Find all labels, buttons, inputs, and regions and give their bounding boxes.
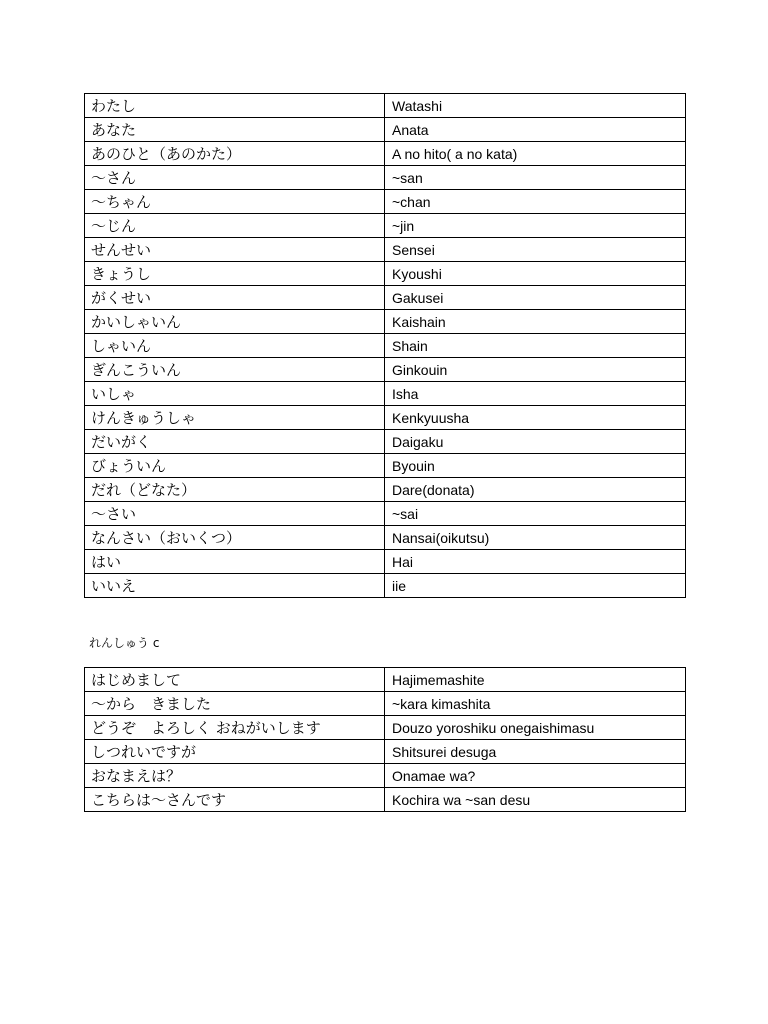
table-row (85, 310, 686, 334)
romaji-cell: Hajimemashite (385, 668, 686, 692)
romaji-cell: Kochira wa ~san desu (385, 788, 686, 812)
romaji-cell: Nansai(oikutsu) (385, 526, 686, 550)
romaji-cell: Kenkyuusha (385, 406, 686, 430)
japanese-cell: ～さん (85, 166, 385, 190)
romaji-cell: ~jin (385, 214, 686, 238)
japanese-cell: いしゃ (85, 382, 385, 406)
practice-c-table (84, 667, 686, 812)
romaji-cell: Daigaku (385, 430, 686, 454)
table-row (85, 574, 686, 598)
japanese-cell: だいがく (85, 430, 385, 454)
table-row (85, 382, 686, 406)
romaji-cell: Sensei (385, 238, 686, 262)
romaji-cell: Douzo yoroshiku onegaishimasu (385, 716, 686, 740)
japanese-cell: だれ（どなた） (85, 478, 385, 502)
table-row (85, 788, 686, 812)
romaji-cell: Kaishain (385, 310, 686, 334)
japanese-cell: がくせい (85, 286, 385, 310)
table-row (85, 430, 686, 454)
romaji-cell: Hai (385, 550, 686, 574)
romaji-cell: iie (385, 574, 686, 598)
table-row (85, 478, 686, 502)
romaji-cell: Shitsurei desuga (385, 740, 686, 764)
vocabulary-table (84, 93, 686, 598)
japanese-cell: おなまえは？ (85, 764, 385, 788)
romaji-cell: Anata (385, 118, 686, 142)
table-row (85, 214, 686, 238)
table-row (85, 358, 686, 382)
table-row (85, 118, 686, 142)
romaji-cell: Kyoushi (385, 262, 686, 286)
romaji-cell: Isha (385, 382, 686, 406)
japanese-cell: あのひと（あのかた） (85, 142, 385, 166)
table-row (85, 334, 686, 358)
practice-c-heading: れんしゅう c (89, 636, 160, 650)
romaji-cell: Ginkouin (385, 358, 686, 382)
japanese-cell: なんさい（おいくつ） (85, 526, 385, 550)
romaji-cell: ~chan (385, 190, 686, 214)
table-row (85, 668, 686, 692)
table-row (85, 454, 686, 478)
romaji-cell: Byouin (385, 454, 686, 478)
japanese-cell: ～ちゃん (85, 190, 385, 214)
table-row (85, 502, 686, 526)
japanese-cell: わたし (85, 94, 385, 118)
japanese-cell: ～さい (85, 502, 385, 526)
table-row (85, 190, 686, 214)
japanese-cell: せんせい (85, 238, 385, 262)
japanese-cell: かいしゃいん (85, 310, 385, 334)
japanese-cell: びょういん (85, 454, 385, 478)
table-row (85, 286, 686, 310)
romaji-cell: Watashi (385, 94, 686, 118)
japanese-cell: いいえ (85, 574, 385, 598)
japanese-cell: どうぞ よろしく おねがいします (85, 716, 385, 740)
japanese-cell: あなた (85, 118, 385, 142)
romaji-cell: Onamae wa? (385, 764, 686, 788)
table-row (85, 142, 686, 166)
japanese-cell: こちらは～さんです (85, 788, 385, 812)
table-row (85, 166, 686, 190)
japanese-cell: ～から きました (85, 692, 385, 716)
romaji-cell: A no hito( a no kata) (385, 142, 686, 166)
japanese-cell: けんきゅうしゃ (85, 406, 385, 430)
table-row (85, 526, 686, 550)
japanese-cell: ～じん (85, 214, 385, 238)
table-row (85, 764, 686, 788)
japanese-cell: はじめまして (85, 668, 385, 692)
table-row (85, 94, 686, 118)
japanese-cell: はい (85, 550, 385, 574)
table-row (85, 406, 686, 430)
table-row (85, 238, 686, 262)
japanese-cell: ぎんこういん (85, 358, 385, 382)
romaji-cell: Dare(donata) (385, 478, 686, 502)
table-row (85, 262, 686, 286)
romaji-cell: ~san (385, 166, 686, 190)
japanese-cell: きょうし (85, 262, 385, 286)
romaji-cell: ~sai (385, 502, 686, 526)
table-row (85, 692, 686, 716)
table-row (85, 550, 686, 574)
romaji-cell: Gakusei (385, 286, 686, 310)
japanese-cell: しゃいん (85, 334, 385, 358)
table-row (85, 716, 686, 740)
table-row (85, 740, 686, 764)
japanese-cell: しつれいですが (85, 740, 385, 764)
romaji-cell: Shain (385, 334, 686, 358)
romaji-cell: ~kara kimashita (385, 692, 686, 716)
